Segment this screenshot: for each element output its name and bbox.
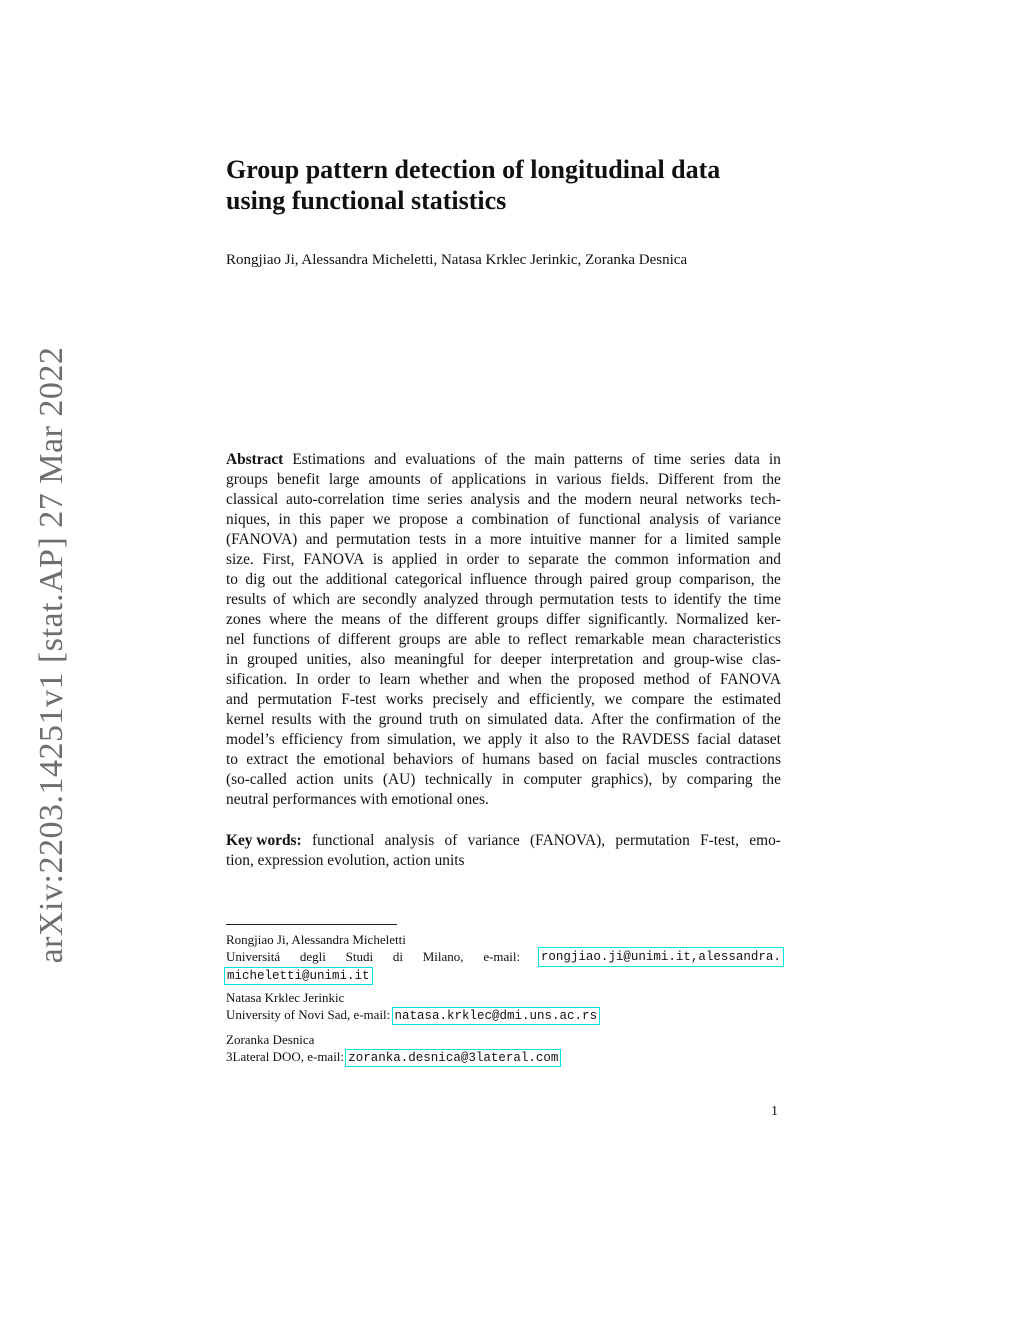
abstract-line — [226, 590, 781, 610]
word: meaningful — [394, 651, 465, 668]
word: analysis — [649, 511, 699, 528]
word: model’s — [226, 731, 275, 748]
word: is — [372, 551, 384, 568]
word: of — [484, 451, 498, 468]
word: the — [314, 611, 334, 628]
keywords-line — [226, 851, 781, 871]
word: and — [497, 691, 520, 708]
word: by — [661, 771, 678, 788]
word: computer — [523, 771, 582, 788]
word: the — [550, 671, 570, 688]
word: a — [456, 511, 464, 528]
email-link[interactable]: natasa.krklec@dmi.uns.ac.rs — [394, 1008, 598, 1023]
abstract-line — [226, 510, 781, 530]
affiliation-unimi — [226, 932, 782, 985]
word: paired — [589, 571, 629, 588]
inst-word: e-mail: — [483, 948, 521, 964]
word: and — [758, 551, 781, 568]
word: and — [374, 451, 397, 468]
word: amounts — [368, 471, 421, 488]
inst-word: degli — [299, 948, 326, 964]
title-line: using functional statistics — [226, 186, 507, 215]
word: different — [435, 611, 489, 628]
word: from — [350, 731, 381, 748]
keywords-label: Key words: — [226, 832, 302, 849]
word: whether — [419, 671, 469, 688]
word: time — [392, 491, 420, 508]
abstract-line — [226, 750, 781, 770]
abstract-line — [226, 550, 781, 570]
word: tests — [418, 531, 447, 548]
word: the — [630, 711, 649, 728]
word: identify — [673, 591, 722, 608]
word: in — [768, 451, 781, 468]
word: After — [590, 711, 624, 728]
abstract — [226, 450, 781, 810]
word: analysis — [384, 832, 435, 849]
word: we — [372, 511, 391, 528]
word: means — [341, 611, 381, 628]
word: of — [557, 511, 570, 528]
word: comparison, — [678, 571, 755, 588]
word: to — [654, 591, 667, 608]
inst-word: Studi — [345, 948, 374, 964]
inst-word: di — [392, 948, 403, 964]
word: simulation, — [387, 731, 456, 748]
word: remarkable — [574, 631, 645, 648]
word: auto-correlation — [286, 491, 385, 508]
word: truth — [429, 711, 459, 728]
word: clas- — [751, 651, 781, 668]
word: groups — [496, 611, 539, 628]
word: In — [295, 671, 309, 688]
word: various — [556, 471, 602, 488]
word: comparing — [686, 771, 753, 788]
word: variance — [728, 511, 781, 528]
word: the — [762, 471, 781, 488]
word: emotional — [323, 751, 385, 768]
word: with — [318, 711, 346, 728]
word: limited — [685, 531, 730, 548]
word: time — [653, 451, 682, 468]
word: and — [226, 691, 249, 708]
word: the — [557, 491, 577, 508]
word: zones — [226, 611, 262, 628]
email-link[interactable]: rongjiao.ji@unimi.it,alessandra. — [540, 949, 781, 964]
word: unities, — [306, 651, 352, 668]
word: patterns — [574, 451, 623, 468]
word: the — [352, 711, 372, 728]
word: networks — [685, 491, 743, 508]
word: group-wise — [673, 651, 743, 668]
word: time — [753, 591, 781, 608]
word: the — [595, 731, 615, 748]
word: the — [299, 571, 319, 588]
word: sample — [737, 531, 781, 548]
abstract-line — [226, 690, 781, 710]
abstract-line — [226, 490, 781, 510]
word: efficiency — [281, 731, 344, 748]
word: emo- — [749, 832, 781, 849]
word: from — [723, 471, 753, 488]
word: contractions — [705, 751, 781, 768]
word: permutation — [539, 591, 615, 608]
word: the — [728, 591, 747, 608]
word: propose — [398, 511, 448, 528]
word: kernel — [226, 711, 265, 728]
affiliation-email-cont — [226, 967, 782, 985]
word: neural — [639, 491, 678, 508]
word: permutation — [336, 531, 411, 548]
word: paper — [329, 511, 364, 528]
word: in — [226, 651, 238, 668]
word: humans — [482, 751, 531, 768]
word: the — [296, 751, 316, 768]
word: significantly. — [588, 611, 668, 628]
word: we — [604, 691, 623, 708]
word: of — [707, 511, 721, 528]
abstract-label: Abstract — [226, 451, 284, 468]
word: it — [529, 731, 538, 748]
word: secondly — [362, 591, 417, 608]
word: classical — [226, 491, 279, 508]
word: deeper — [500, 651, 542, 668]
word: extract — [246, 751, 289, 768]
word: in — [278, 511, 291, 528]
footnote-rule — [226, 924, 397, 925]
word: (FANOVA) — [226, 531, 298, 548]
word: Different — [657, 471, 714, 488]
word: which — [292, 591, 331, 608]
word: the — [587, 551, 607, 568]
word: series — [690, 451, 726, 468]
word: in — [501, 771, 514, 788]
word: units — [343, 771, 374, 788]
abstract-line — [226, 770, 781, 790]
word: to — [358, 671, 371, 688]
abstract-line: neutral performances with emotional ones. — [226, 791, 489, 808]
word: compare — [631, 691, 685, 708]
abstract-line — [226, 530, 781, 550]
word: First, — [262, 551, 295, 568]
word: results — [271, 711, 312, 728]
word: group — [635, 571, 672, 588]
word: to — [507, 551, 520, 568]
word: through — [534, 571, 583, 588]
affiliation-novi-sad — [226, 990, 782, 1024]
abstract-line — [226, 730, 781, 750]
word: a — [474, 531, 482, 548]
word: FANOVA — [303, 551, 365, 568]
word: groups — [398, 631, 441, 648]
word: functions — [252, 631, 310, 648]
word: also — [360, 651, 386, 668]
word: and — [527, 491, 551, 508]
word: when — [508, 671, 542, 688]
word: in — [535, 471, 548, 488]
word: facial — [605, 751, 640, 768]
word: able — [474, 631, 501, 648]
word: also — [544, 731, 570, 748]
title-line: Group pattern detection of longitudinal data — [226, 155, 721, 184]
word: we — [463, 731, 481, 748]
word: for — [473, 651, 492, 668]
keywords-line — [226, 831, 781, 851]
word: differ — [546, 611, 581, 628]
word: of — [631, 451, 645, 468]
word: grouped — [247, 651, 298, 668]
word: F-test, — [700, 832, 739, 849]
word: benefit — [277, 471, 320, 488]
keywords-line-text: tion, expression evolution, action units — [226, 852, 465, 869]
word: efficiently, — [529, 691, 595, 708]
word: the — [762, 711, 781, 728]
email-link[interactable]: zoranka.desnica@3lateral.com — [348, 1050, 559, 1065]
word: apply — [488, 731, 523, 748]
page-number: 1 — [771, 1104, 778, 1119]
word: analysis — [470, 491, 520, 508]
word: dig — [245, 571, 266, 588]
affiliation-institution: 3Lateral DOO, e-mail: — [226, 1048, 345, 1064]
affiliation-3lateral — [226, 1032, 782, 1066]
word: for — [643, 531, 662, 548]
word: the — [409, 611, 428, 628]
word: information — [677, 551, 751, 568]
word: more — [489, 531, 522, 548]
word: behaviors — [393, 751, 454, 768]
word: main — [534, 451, 565, 468]
abstract-line — [226, 670, 781, 690]
word: are — [336, 591, 356, 608]
word: the — [762, 571, 781, 588]
word: permutation — [257, 691, 332, 708]
word: works — [385, 691, 424, 708]
word: estimated — [721, 691, 781, 708]
email-link[interactable]: micheletti@unimi.it — [227, 969, 370, 983]
word: a — [670, 531, 678, 548]
word: on — [465, 711, 481, 728]
word: and — [477, 671, 500, 688]
word: in — [454, 531, 467, 548]
word: to — [226, 751, 238, 768]
word: functional — [311, 832, 375, 849]
word: confirmation — [655, 711, 736, 728]
word: of — [317, 631, 331, 648]
word: niques, — [226, 511, 271, 528]
word: intuitive — [529, 531, 582, 548]
word: ground — [378, 711, 423, 728]
word: manner — [589, 531, 636, 548]
word: size. — [226, 551, 254, 568]
word: modern — [584, 491, 632, 508]
word: muscles — [647, 751, 698, 768]
abstract-line — [226, 710, 781, 730]
arxiv-side-stamp: arXiv:2203.14251v1 [stat.AP] 27 Mar 2022 — [33, 346, 70, 964]
word: the — [506, 451, 526, 468]
paper-title — [226, 154, 781, 216]
word: series — [427, 491, 463, 508]
word: of — [388, 611, 402, 628]
affiliation-names: Natasa Krklec Jerinkic — [226, 990, 345, 1005]
word: data — [734, 451, 760, 468]
word: ker- — [756, 611, 781, 628]
inst-word: Universitá — [226, 948, 281, 964]
abstract-line — [226, 610, 781, 630]
word: and — [305, 531, 328, 548]
word: proposed — [578, 671, 635, 688]
word: action — [296, 771, 334, 788]
word: of — [272, 591, 286, 608]
word: additional — [325, 571, 388, 588]
inst-word: Milano, — [422, 948, 464, 964]
word: on — [581, 751, 598, 768]
affiliation-institution-line — [226, 1007, 782, 1025]
word: learn — [379, 671, 411, 688]
word: influence — [469, 571, 527, 588]
word: applications — [451, 471, 527, 488]
word: Normalized — [675, 611, 749, 628]
word: through — [485, 591, 533, 608]
word: Estimations — [292, 451, 366, 468]
word: reflect — [527, 631, 568, 648]
word: (FANOVA), — [530, 832, 606, 849]
word: characteristics — [692, 631, 781, 648]
word: different — [338, 631, 391, 648]
word: sification. — [226, 671, 288, 688]
word: common — [614, 551, 669, 568]
word: out — [272, 571, 293, 588]
word: based — [538, 751, 574, 768]
word: separate — [528, 551, 579, 568]
word: tech- — [750, 491, 781, 508]
word: the — [693, 691, 713, 708]
word: of — [698, 671, 712, 688]
word: (so-called — [226, 771, 287, 788]
word: and — [642, 651, 665, 668]
word: facial — [696, 731, 732, 748]
word: to — [508, 631, 521, 648]
word: simulated — [487, 711, 548, 728]
word: permutation — [615, 832, 690, 849]
word: method — [643, 671, 690, 688]
word: results — [226, 591, 267, 608]
word: tests — [620, 591, 649, 608]
word: order — [317, 671, 350, 688]
word: of — [429, 471, 443, 488]
abstract-line — [226, 630, 781, 650]
abstract-line — [226, 650, 781, 670]
word: of — [444, 832, 458, 849]
word: analyzed — [423, 591, 479, 608]
word: are — [448, 631, 467, 648]
word: of — [461, 751, 475, 768]
word: where — [268, 611, 307, 628]
abstract-line — [226, 570, 781, 590]
word: to — [226, 571, 238, 588]
abstract-line — [226, 450, 781, 470]
word: this — [299, 511, 322, 528]
word: evaluations — [405, 451, 476, 468]
word: dataset — [738, 731, 781, 748]
word: combination — [471, 511, 549, 528]
word: of — [742, 711, 756, 728]
word: mean — [651, 631, 686, 648]
word: in — [445, 551, 458, 568]
word: to — [576, 731, 589, 748]
word: graphics), — [591, 771, 653, 788]
word: RAVDESS — [621, 731, 690, 748]
author-list: Rongjiao Ji, Alessandra Micheletti, Natasa Krklec Jerinkic, Zoranka Desnica — [226, 252, 688, 268]
word: categorical — [394, 571, 463, 588]
word: variance — [467, 832, 520, 849]
word: interpretation — [550, 651, 634, 668]
affiliation-institution-line — [226, 1049, 782, 1067]
affiliation-institution: University of Novi Sad, e-mail: — [226, 1006, 391, 1022]
word: data. — [554, 711, 584, 728]
word: order — [466, 551, 499, 568]
word: (AU) — [382, 771, 416, 788]
word: fields. — [610, 471, 649, 488]
word: large — [328, 471, 360, 488]
affiliation-names: Rongjiao Ji, Alessandra Micheletti — [226, 932, 406, 947]
word: F-test — [341, 691, 377, 708]
word: functional — [578, 511, 641, 528]
word: applied — [391, 551, 438, 568]
abstract-line — [226, 470, 781, 490]
word: technically — [424, 771, 493, 788]
word: nel — [226, 631, 245, 648]
affiliation-names: Zoranka Desnica — [226, 1032, 315, 1047]
keywords — [226, 831, 781, 871]
word: FANOVA — [719, 671, 781, 688]
word: precisely — [432, 691, 489, 708]
word: groups — [226, 471, 268, 488]
word: the — [762, 771, 781, 788]
affiliation-institution-line — [226, 949, 782, 966]
